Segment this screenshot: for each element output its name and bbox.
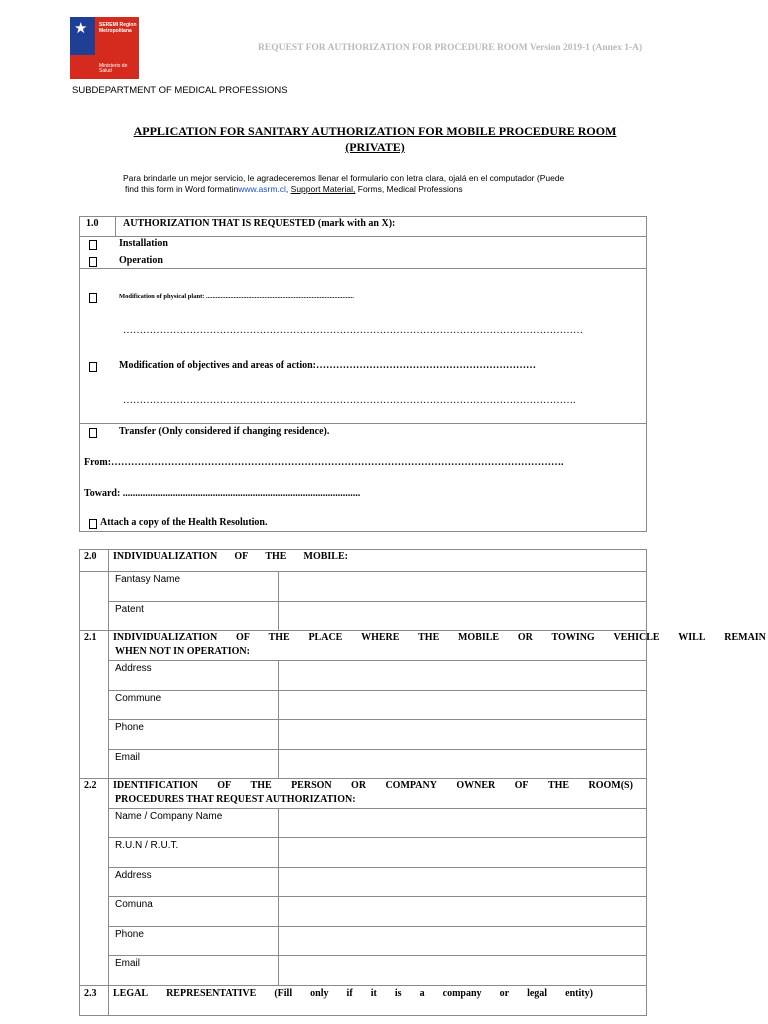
subdepartment-label: SUBDEPARTMENT OF MEDICAL PROFESSIONS — [72, 85, 288, 96]
section-2-0-number: 2.0 — [84, 551, 97, 562]
section-2-2-heading-line2: PROCEDURES THAT REQUEST AUTHORIZATION: — [115, 794, 356, 805]
logo-text-seremi: SEREMI Region Metropolitana — [99, 22, 137, 34]
intro-line-2: find this form in Word formatinwww.asrm.cl, Support Material, Forms, Medical Professions — [125, 184, 463, 194]
section-2-3-number: 2.3 — [84, 988, 97, 999]
section-2-0-heading: INDIVIDUALIZATION OF THE MOBILE: — [113, 551, 348, 562]
modification-objectives-checkbox[interactable] — [89, 362, 97, 372]
installation-label: Installation — [119, 238, 168, 249]
star-icon: ★ — [74, 19, 88, 37]
modification-objectives-dots[interactable]: ………………………………………………………………………………………………………………………. — [123, 395, 576, 406]
company-name-input[interactable] — [279, 809, 646, 836]
section-2-2-heading: IDENTIFICATION OF THE PERSON OR COMPANY OWNER OF THE ROOM(S) — [113, 780, 633, 791]
page-title: APPLICATION FOR SANITARY AUTHORIZATION FOR MOBILE PROCEDURE ROOM — [133, 124, 617, 138]
phone-input[interactable] — [279, 720, 646, 748]
intro-paragraph — [123, 173, 593, 195]
transfer-checkbox[interactable] — [89, 428, 97, 438]
attach-label: Attach a copy of the Health Resolution. — [100, 517, 268, 528]
email-label: Email — [115, 752, 141, 763]
section-1-number: 1.0 — [86, 218, 99, 229]
website-link[interactable]: www.asrm.cl — [238, 184, 286, 194]
intro-line-1: Para brindarle un mejor servicio, le agradeceremos llenar el formulario con letra clara, ojalá en el computador (Puede — [123, 173, 565, 183]
commune-input[interactable] — [279, 691, 646, 718]
section-2-3-heading: LEGAL REPRESENTATIVE (Fill only if it is a company or legal entity) — [113, 988, 593, 999]
run-rut-label: R.U.N / R.U.T. — [115, 840, 179, 851]
run-rut-input[interactable] — [279, 838, 646, 866]
installation-checkbox[interactable] — [89, 240, 97, 250]
owner-address-label: Address — [115, 870, 152, 881]
operation-checkbox[interactable] — [89, 257, 97, 267]
patent-label: Patent — [115, 604, 144, 615]
section-1-heading: AUTHORIZATION THAT IS REQUESTED (mark with an X): — [123, 218, 396, 229]
phone-label: Phone — [115, 722, 144, 733]
fantasy-name-input[interactable] — [279, 572, 646, 600]
owner-email-input[interactable] — [279, 956, 646, 984]
email-input[interactable] — [279, 750, 646, 777]
attach-checkbox[interactable] — [89, 519, 97, 529]
page-subtitle: (PRIVATE) — [345, 140, 405, 154]
ministry-logo — [70, 17, 139, 79]
from-field[interactable]: From:………………………………………………………………………………………………………………………. — [84, 457, 564, 468]
fantasy-name-label: Fantasy Name — [115, 574, 181, 585]
operation-label: Operation — [119, 255, 163, 266]
address-input[interactable] — [279, 661, 646, 689]
company-name-label: Name / Company Name — [115, 811, 223, 822]
modification-plant-dots[interactable]: ………………………………………………………………………………………………………………………… — [123, 325, 583, 336]
patent-input[interactable] — [279, 602, 646, 629]
modification-plant-checkbox[interactable] — [89, 293, 97, 303]
logo-text-ministry: Ministerio de Salud — [99, 63, 128, 74]
owner-email-label: Email — [115, 958, 141, 969]
section-2-1-number: 2.1 — [84, 632, 97, 643]
address-label: Address — [115, 663, 152, 674]
owner-address-input[interactable] — [279, 868, 646, 895]
section-2-1-heading-line2: WHEN NOT IN OPERATION: — [115, 646, 250, 657]
transfer-label: Transfer (Only considered if changing residence). — [119, 426, 330, 437]
section-2-2-number: 2.2 — [84, 780, 97, 791]
modification-plant-label: Modification of physical plant: ........................................................................................... — [119, 293, 354, 300]
comuna-label: Comuna — [115, 899, 153, 910]
support-material-link[interactable]: Support Material, — [290, 184, 356, 194]
modification-objectives-label: Modification of objectives and areas of action:………………………………………………………… — [119, 360, 537, 371]
toward-field[interactable]: Toward: ............................................................................................... — [84, 488, 361, 499]
commune-label: Commune — [115, 693, 162, 704]
comuna-input[interactable] — [279, 897, 646, 925]
owner-phone-input[interactable] — [279, 927, 646, 954]
section-2-1-heading: INDIVIDUALIZATION OF THE PLACE WHERE THE MOBILE OR TOWING VEHICLE WILL REMAIN — [113, 632, 766, 643]
document-code: REQUEST FOR AUTHORIZATION FOR PROCEDURE ROOM Version 2019-1 (Annex 1-A) — [258, 43, 643, 53]
owner-phone-label: Phone — [115, 929, 144, 940]
